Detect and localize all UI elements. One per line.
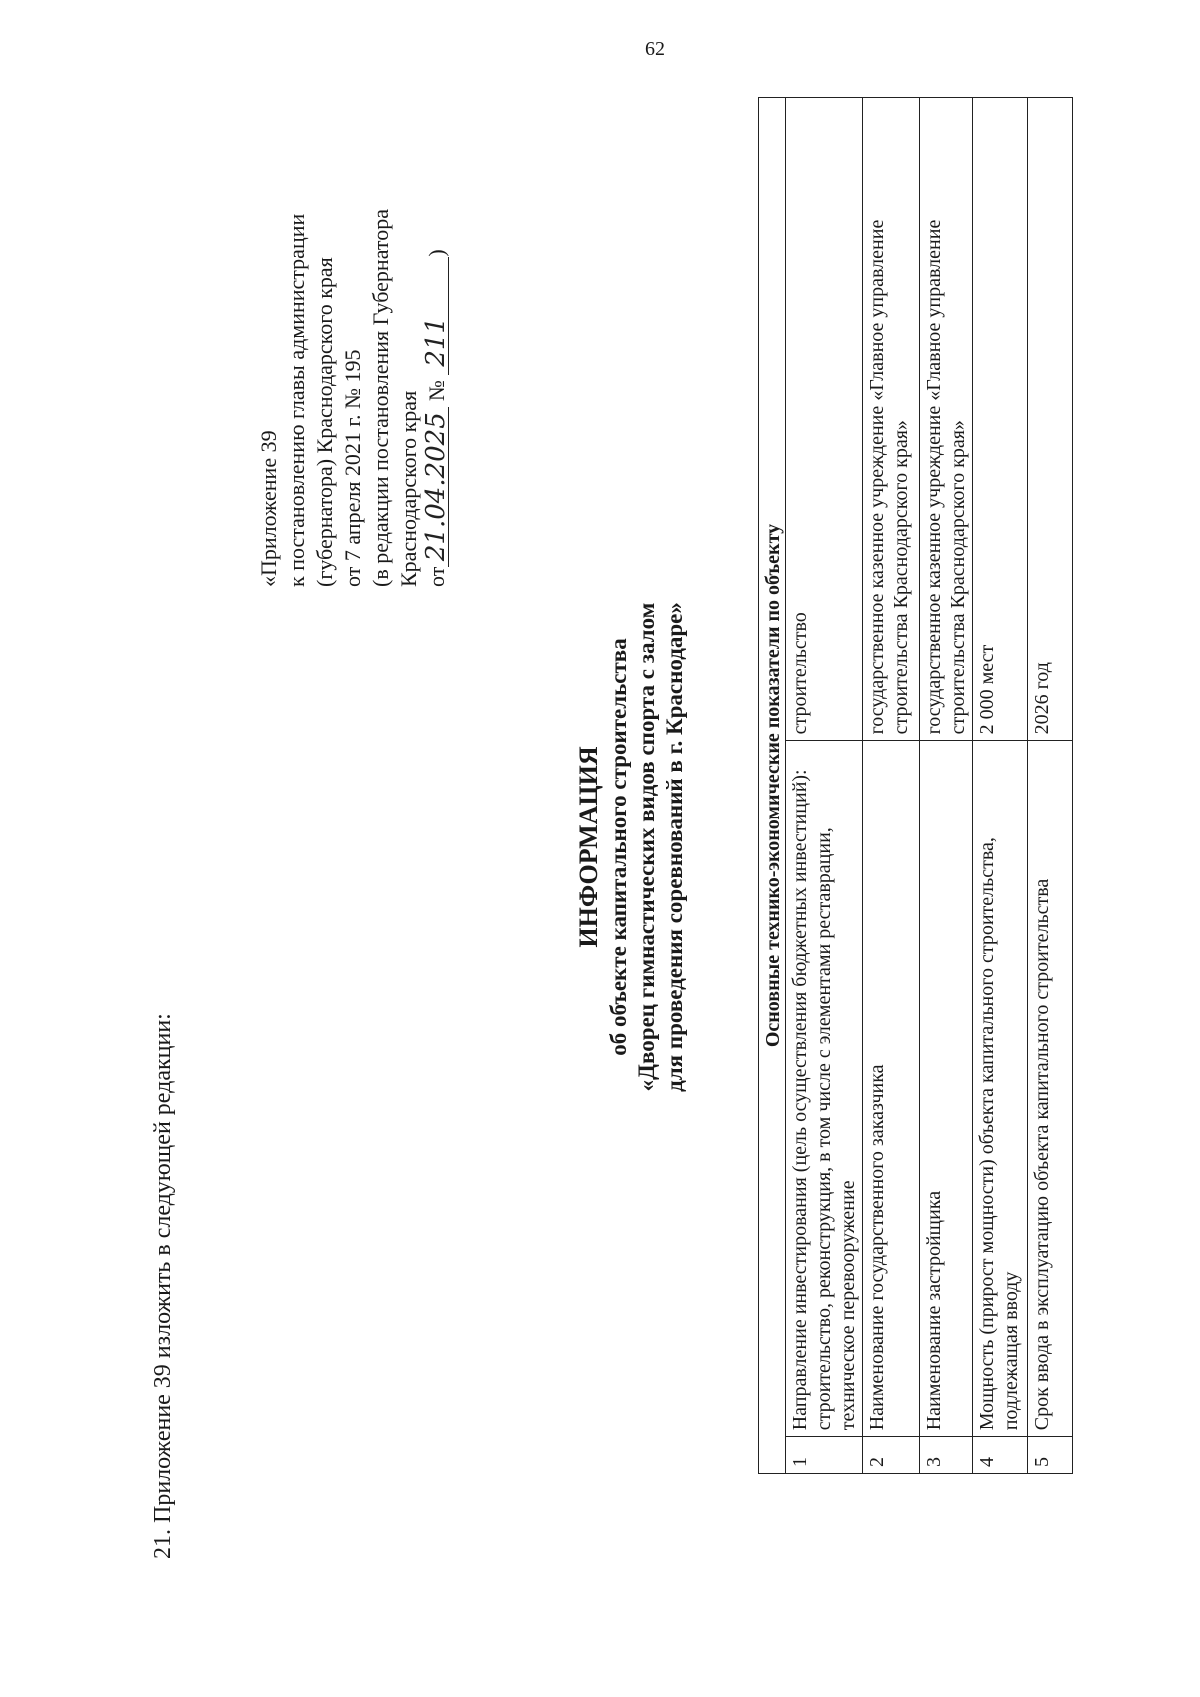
indicators-table — [758, 97, 1073, 1474]
table-header-row — [759, 98, 786, 1474]
row-name: Мощность (прирост мощности) объекта капитального строительства, подлежащая вводу — [973, 741, 1028, 1437]
appendix-line-3: (губернатора) Краснодарского края — [312, 257, 337, 587]
heading-line-2: об объекте капитального строительства — [606, 638, 631, 1056]
row-name: Наименование застройщика — [920, 741, 973, 1437]
heading-line-4: для проведения соревнований в г. Краснодаре» — [662, 602, 687, 1092]
appendix-line-4: от 7 апреля 2021 г. № 195 — [340, 349, 365, 587]
row-value: государственное казенное учреждение «Главное управление строительства Краснодарского края» — [863, 98, 920, 741]
row-value: 2026 год — [1028, 98, 1073, 741]
row-number: 2 — [863, 1437, 920, 1474]
table-header: Основные технико-экономические показатели по объекту — [759, 98, 786, 1474]
row-number: 3 — [920, 1437, 973, 1474]
table-row — [973, 98, 1028, 1474]
row-name: Наименование государственного заказчика — [863, 741, 920, 1437]
intro-text: 21. Приложение 39 изложить в следующей редакции: — [150, 1013, 176, 1559]
row-value: строительство — [786, 98, 863, 741]
table-row — [786, 98, 863, 1474]
handwritten-number: 211 — [424, 257, 449, 375]
document-heading — [575, 497, 689, 1197]
row-name: Срок ввода в эксплуатацию объекта капитального строительства — [1028, 741, 1073, 1437]
table-row — [920, 98, 973, 1474]
appendix-line-2: к постановлению главы администрации — [284, 213, 309, 587]
page-number: 62 — [645, 38, 665, 60]
closing-paren: ) — [424, 249, 449, 257]
row-number: 4 — [973, 1437, 1028, 1474]
row-number: 1 — [786, 1437, 863, 1474]
appendix-line-6: Краснодарского края — [396, 390, 421, 587]
handwritten-date: 21.04.2025 — [424, 407, 449, 567]
row-value: 2 000 мест — [973, 98, 1028, 741]
heading-line-3: «Дворец гимнастических видов спорта с залом — [634, 602, 659, 1092]
table-row — [863, 98, 920, 1474]
row-value: государственное казенное учреждение «Главное управление строительства Краснодарского края» — [920, 98, 973, 741]
row-number: 5 — [1028, 1437, 1073, 1474]
number-prefix: № — [424, 380, 449, 402]
heading-title: ИНФОРМАЦИЯ — [574, 746, 603, 948]
appendix-signature-line — [423, 209, 451, 587]
table-row — [1028, 98, 1073, 1474]
appendix-block — [255, 209, 451, 587]
from-prefix: от — [424, 566, 449, 587]
appendix-line-5: (в редакции постановления Губернатора — [368, 209, 393, 587]
row-name: Направление инвестирования (цель осуществления бюджетных инвестиций): строительство, реконструкция, в том числе с элементами реставрации, техническое перевооружение — [786, 741, 863, 1437]
appendix-line-1: «Приложение 39 — [256, 430, 281, 587]
